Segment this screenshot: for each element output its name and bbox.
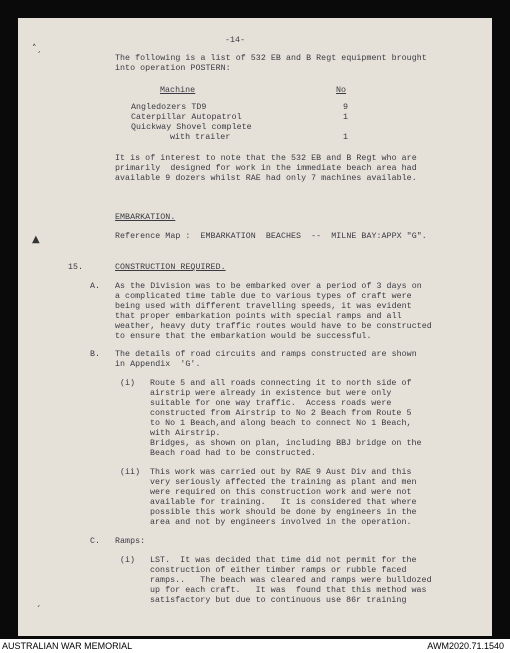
body-line: a complicated time table due to various types of craft were <box>115 292 412 301</box>
body-line: This work was carried out by RAE 9 Aust Div and this <box>150 468 412 477</box>
archive-reference: AWM2020.71.1540 <box>427 641 504 651</box>
pencil-mark-icon: ˏ <box>36 598 41 608</box>
body-line: It is of interest to note that the 532 EB and B Regt who are <box>115 154 417 163</box>
body-line: airstrip were already in existence but were only <box>150 389 392 398</box>
body-line: LST. It was decided that time did not permit for the <box>150 556 417 565</box>
body-line: constructed from Airstrip to No 2 Beach from Route 5 <box>150 409 412 418</box>
body-line: with Airstrip. <box>150 429 221 438</box>
body-line: to ensure that the embarkation would be successful. <box>115 332 372 341</box>
page-number: -14- <box>225 36 246 45</box>
paragraph-label: C. <box>90 537 101 546</box>
body-line: Beach road had to be constructed. <box>150 449 316 458</box>
reference-map-line: Reference Map : EMBARKATION BEACHES -- MILNE BAY:APPX "G". <box>115 232 427 241</box>
body-line: Route 5 and all roads connecting it to north side of <box>150 379 412 388</box>
body-line: suitable for one way traffic. Access roads were <box>150 399 392 408</box>
section-heading: CONSTRUCTION REQUIRED. <box>115 263 226 272</box>
body-line: The following is a list of 532 EB and B Regt equipment brought <box>115 54 427 63</box>
paragraph-label: A. <box>90 282 101 291</box>
body-line: that proper embarkation points with special ramps and all <box>115 312 402 321</box>
body-line: area and not by engineers involved in the operation. <box>150 518 412 527</box>
section-heading: EMBARKATION. <box>115 213 176 222</box>
body-line: Bridges, as shown on plan, including BBJ bridge on the <box>150 439 422 448</box>
body-line: available for training. It is considered that where <box>150 498 417 507</box>
body-line: construction of either timber ramps or rubble faced <box>150 566 407 575</box>
table-header-machine: Machine <box>160 86 196 95</box>
pencil-mark-icon: ˄ˏ <box>32 44 41 54</box>
table-cell-machine: Quickway Shovel complete <box>131 123 252 132</box>
body-line: were required on this construction work and were not <box>150 488 412 497</box>
body-line: As the Division was to be embarked over a period of 3 days on <box>115 282 422 291</box>
body-line: primarily designed for work in the immediate beach area had <box>115 164 417 173</box>
table-cell-no: 1 <box>343 133 349 142</box>
table-cell-no: 1 <box>343 113 349 122</box>
archive-footer <box>0 639 510 653</box>
body-line: satisfactory but due to continuous use 86r training <box>150 596 407 605</box>
table-cell-no: 9 <box>343 103 349 112</box>
body-line: weather, heavy duty traffic routes would have to be constructed <box>115 322 432 331</box>
body-line: into operation POSTERN: <box>115 64 231 73</box>
body-line: possible this work should be done by engineers in the <box>150 508 417 517</box>
body-line: The details of road circuits and ramps constructed are shown <box>115 350 417 359</box>
subparagraph-label: (ii) <box>120 468 141 477</box>
table-cell-machine: Caterpillar Autopatrol <box>131 113 242 122</box>
archive-name: AUSTRALIAN WAR MEMORIAL <box>2 641 133 651</box>
body-line: being used with different travelling speeds, it was evident <box>115 302 412 311</box>
table-cell-machine: with trailer <box>170 133 231 142</box>
table-header-no: No <box>336 86 347 95</box>
subparagraph-label: (i) <box>120 379 136 388</box>
table-cell-machine: Angledozers TD9 <box>131 103 207 112</box>
document-page <box>18 18 492 636</box>
arrow-up-icon: ▲ <box>32 234 40 245</box>
section-number: 15. <box>68 263 84 272</box>
paragraph-label: B. <box>90 350 101 359</box>
body-line: to No 1 Beach,and along beach to connect No 1 Beach, <box>150 419 412 428</box>
body-line: ramps.. The beach was cleared and ramps were bulldozed <box>150 576 432 585</box>
body-line: up for each craft. It was found that this method was <box>150 586 427 595</box>
sub-heading: Ramps: <box>115 537 146 546</box>
body-line: in Appendix 'G'. <box>115 360 201 369</box>
body-line: available 9 dozers whilst RAE had only 7 machines available. <box>115 174 417 183</box>
subparagraph-label: (i) <box>120 556 136 565</box>
body-line: very seriously affected the training as plant and men <box>150 478 417 487</box>
